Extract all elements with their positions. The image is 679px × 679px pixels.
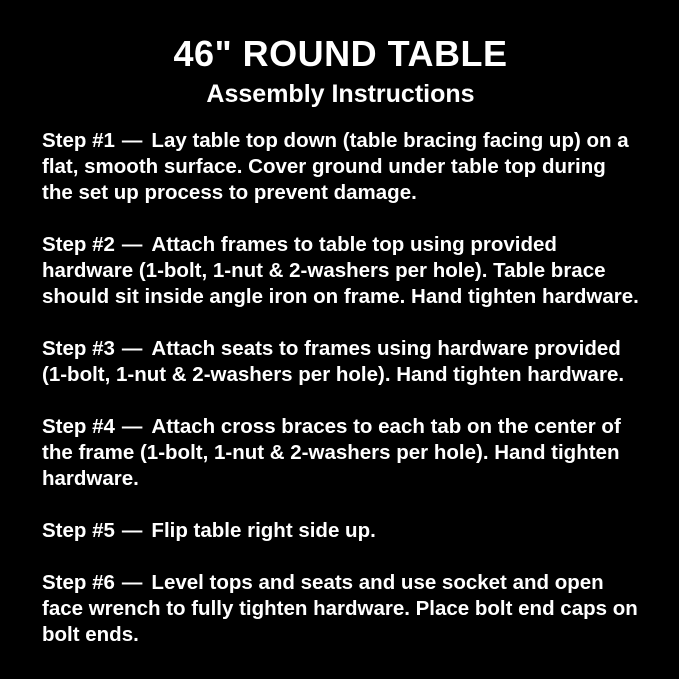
step-separator: — [121,415,143,439]
step-label: Step #4 [42,415,115,439]
step-item [42,518,642,544]
step-separator: — [121,571,143,595]
step-text: Flip table right side up. [151,519,376,543]
header [42,34,639,108]
step-item [42,336,642,388]
step-separator: — [121,337,143,361]
step-separator: — [121,233,143,257]
step-label: Step #3 [42,337,115,361]
step-item [42,128,642,206]
step-label: Step #5 [42,519,115,543]
step-text: Attach seats to frames using hardware provided (1-bolt, 1-nut & 2-washers per hole). Hand tighten hardware. [42,337,625,387]
page-subtitle: Assembly Instructions [206,79,475,108]
step-label: Step #2 [42,233,115,257]
step-item [42,414,642,492]
step-label: Step #6 [42,571,115,595]
step-label: Step #1 [42,129,115,153]
steps-list [42,128,642,648]
step-text: Attach frames to table top using provided hardware (1-bolt, 1-nut & 2-washers per hole). Table brace should sit inside angle iron on frame. Hand tighten hardware. [42,233,639,309]
page-title: 46" ROUND TABLE [173,33,508,74]
step-text: Attach cross braces to each tab on the center of the frame (1-bolt, 1-nut & 2-washers per hole). Hand tighten hardware. [42,415,621,491]
step-text: Level tops and seats and use socket and open face wrench to fully tighten hardware. Place bolt end caps on bolt ends. [42,571,638,647]
step-separator: — [121,129,143,153]
step-item [42,232,642,310]
step-separator: — [121,519,143,543]
step-text: Lay table top down (table bracing facing up) on a flat, smooth surface. Cover ground under table top during the set up process to prevent damage. [42,129,629,205]
step-item [42,570,642,648]
